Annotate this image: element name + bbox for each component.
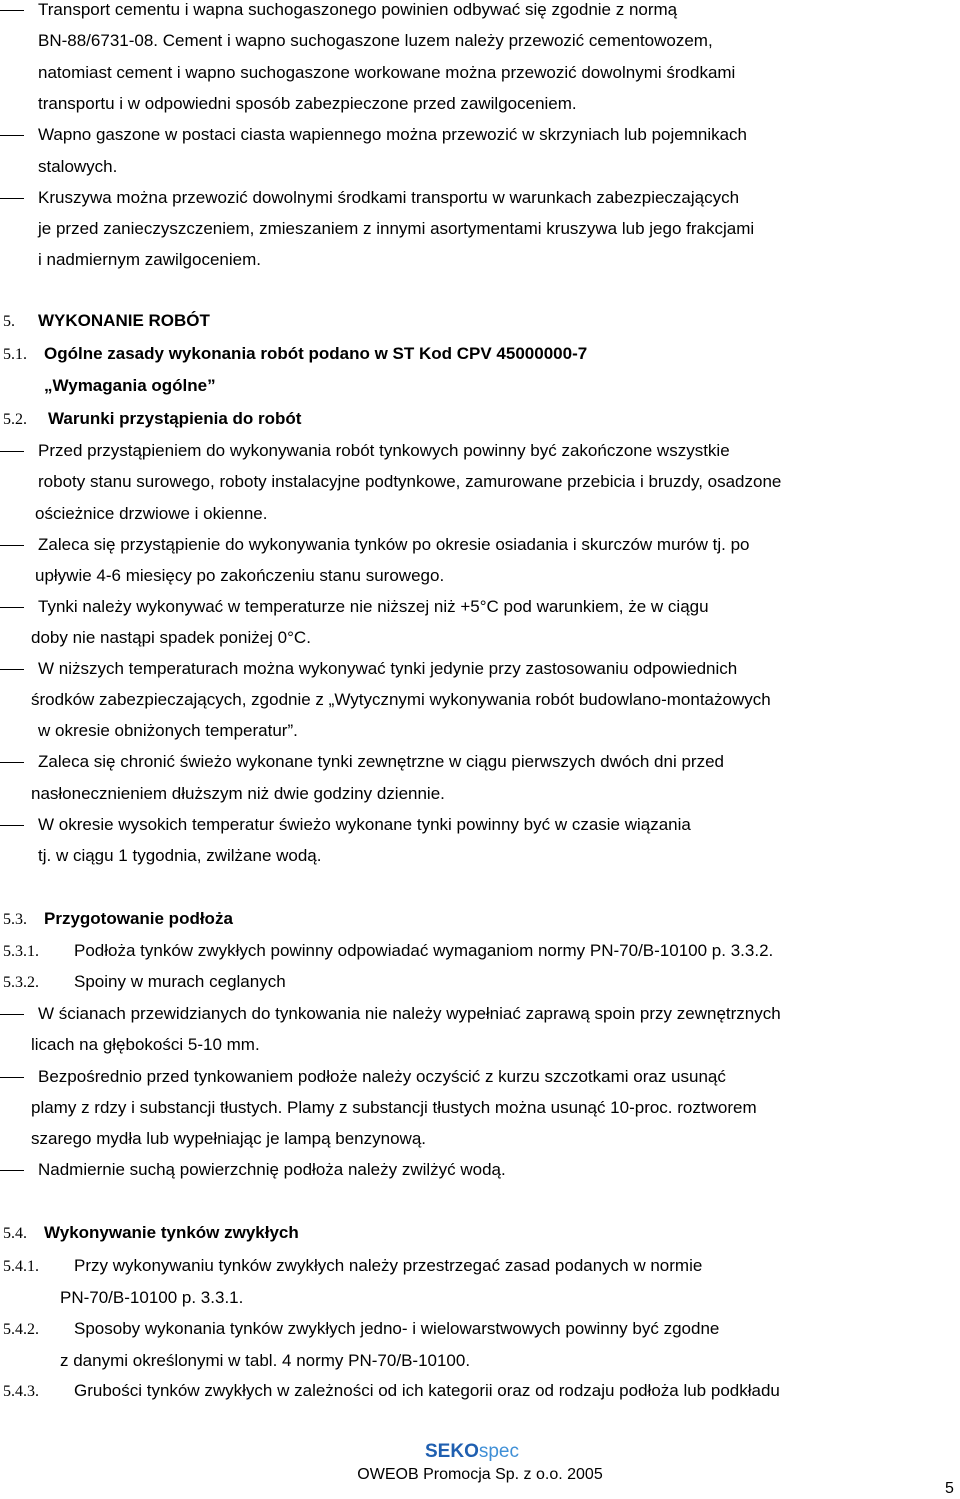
text-line: Wapno gaszone w postaci ciasta wapiennego można przewozić w skrzyniach lub pojemnikach — [38, 125, 748, 144]
subsection-text: Spoiny w murach ceglanych — [74, 972, 286, 991]
text-line: plamy z rdzy i substancji tłustych. Plamy z substancji tłustych można usunąć 10-proc. roztworem — [31, 1098, 757, 1117]
section-number: 5.4.3. — [3, 1383, 39, 1400]
list-dash — [0, 198, 24, 199]
text-line: BN-88/6731-08. Cement i wapno suchogaszone luzem należy przewozić cementowozem, — [38, 31, 713, 50]
text-line: Przed przystąpieniem do wykonywania robót tynkowych powinny być zakończone wszystkie — [38, 441, 730, 460]
text-line: doby nie nastąpi spadek poniżej 0°C. — [31, 628, 311, 647]
section-number: 5.4.1. — [3, 1258, 39, 1275]
text-line: stalowych. — [38, 157, 118, 176]
text-line: je przed zanieczyszczeniem, zmieszaniem z innymi asortymentami kruszywa lub jego frakcjami — [38, 219, 755, 238]
subsection-text: Sposoby wykonania tynków zwykłych jedno- i wielowarstwowych powinny być zgodne — [74, 1319, 720, 1338]
section-number: 5.2. — [3, 411, 27, 428]
text-line: środków zabezpieczających, zgodnie z „Wytycznymi wykonywania robót budowlano-montażowych — [31, 690, 771, 709]
section-subtitle: „Wymagania ogólne” — [44, 376, 216, 395]
section-title: Warunki przystąpienia do robót — [48, 409, 302, 428]
footer-logo — [425, 1441, 519, 1463]
subsection-text: PN-70/B-10100 p. 3.3.1. — [60, 1288, 244, 1307]
text-line: upływie 4-6 miesięcy po zakończeniu stanu surowego. — [35, 566, 445, 585]
text-line: natomiast cement i wapno suchogaszone workowane można przewozić dowolnymi środkami — [38, 63, 736, 82]
text-line: nasłonecznieniem dłuższym niż dwie godziny dziennie. — [31, 784, 445, 803]
text-line: roboty stanu surowego, roboty instalacyjne podtynkowe, zamurowane przebicia i bruzdy, osadzone — [38, 472, 782, 491]
list-dash — [0, 762, 24, 763]
section-number: 5.4.2. — [3, 1321, 39, 1338]
section-number: 5.1. — [3, 346, 27, 363]
text-line: transportu i w odpowiedni sposób zabezpieczone przed zawilgoceniem. — [38, 94, 577, 113]
text-line: Zaleca się przystąpienie do wykonywania tynków po okresie osiadania i skurczów murów tj. po — [38, 535, 750, 554]
subsection-text: Przy wykonywaniu tynków zwykłych należy przestrzegać zasad podanych w normie — [74, 1256, 703, 1275]
list-dash — [0, 825, 24, 826]
list-dash — [0, 1014, 24, 1015]
section-number: 5.3.2. — [3, 974, 39, 991]
list-dash — [0, 1077, 24, 1078]
section-number: 5. — [3, 313, 15, 330]
text-line: w okresie obniżonych temperatur”. — [38, 721, 298, 740]
section-title: WYKONANIE ROBÓT — [38, 311, 210, 330]
text-line: Transport cementu i wapna suchogaszonego powinien odbywać się zgodnie z normą — [38, 0, 678, 19]
section-title: Ogólne zasady wykonania robót podano w ST Kod CPV 45000000-7 — [44, 344, 588, 363]
text-line: tj. w ciągu 1 tygodnia, zwilżane wodą. — [38, 846, 322, 865]
list-dash — [0, 10, 24, 11]
text-line: szarego mydła lub wypełniając je lampą benzynową. — [31, 1129, 426, 1148]
list-dash — [0, 451, 24, 452]
text-line: Tynki należy wykonywać w temperaturze nie niższej niż +5°C pod warunkiem, że w ciągu — [38, 597, 709, 616]
section-title: Przygotowanie podłoża — [44, 909, 233, 928]
text-line: W niższych temperaturach można wykonywać tynki jedynie przy zastosowaniu odpowiednich — [38, 659, 738, 678]
text-line: Kruszywa można przewozić dowolnymi środkami transportu w warunkach zabezpieczających — [38, 188, 740, 207]
list-dash — [0, 607, 24, 608]
text-line: ościeżnice drzwiowe i okienne. — [35, 504, 268, 523]
brand-bold-text: SEKO — [425, 1441, 479, 1462]
section-number: 5.3.1. — [3, 943, 39, 960]
text-line: i nadmiernym zawilgoceniem. — [38, 250, 261, 269]
text-line: W ścianach przewidzianych do tynkowania nie należy wypełniać zaprawą spoin przy zewnętrznych — [38, 1004, 781, 1023]
section-title: Wykonywanie tynków zwykłych — [44, 1223, 299, 1242]
text-line: W okresie wysokich temperatur świeżo wykonane tynki powinny być w czasie wiązania — [38, 815, 691, 834]
list-dash — [0, 669, 24, 670]
brand-light-text: spec — [478, 1441, 519, 1462]
subsection-text: z danymi określonymi w tabl. 4 normy PN-70/B-10100. — [60, 1351, 471, 1370]
section-number: 5.3. — [3, 911, 27, 928]
page-number: 5 — [945, 1480, 954, 1497]
section-number: 5.4. — [3, 1225, 27, 1242]
subsection-text: Podłoża tynków zwykłych powinny odpowiadać wymaganiom normy PN-70/B-10100 p. 3.3.2. — [74, 941, 774, 960]
text-line: Zaleca się chronić świeżo wykonane tynki zewnętrzne w ciągu pierwszych dwóch dni przed — [38, 752, 724, 771]
list-dash — [0, 545, 24, 546]
text-line: licach na głębokości 5-10 mm. — [31, 1035, 260, 1054]
text-line: Nadmiernie suchą powierzchnię podłoża należy zwilżyć wodą. — [38, 1160, 506, 1179]
list-dash — [0, 135, 24, 136]
list-dash — [0, 1170, 24, 1171]
subsection-text: Grubości tynków zwykłych w zależności od ich kategorii oraz od rodzaju podłoża lub podkładu — [74, 1381, 780, 1400]
footer-company: OWEOB Promocja Sp. z o.o. 2005 — [357, 1466, 603, 1483]
text-line: Bezpośrednio przed tynkowaniem podłoże należy oczyścić z kurzu szczotkami oraz usunąć — [38, 1067, 726, 1086]
